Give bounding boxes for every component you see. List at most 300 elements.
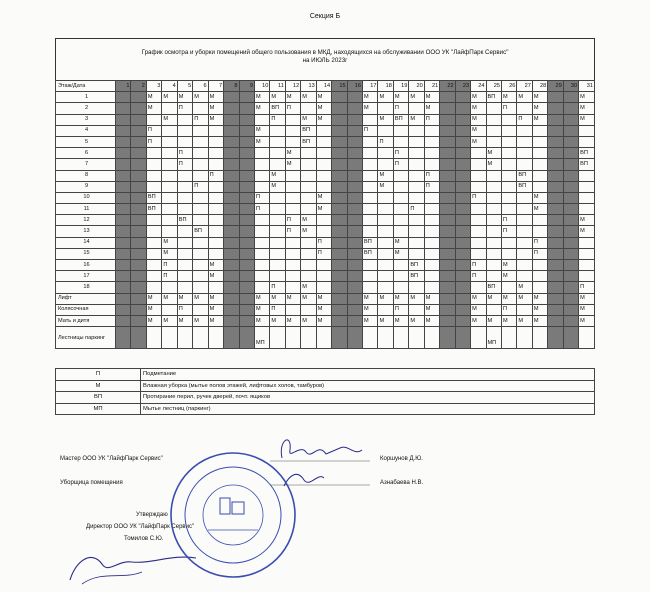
schedule-cell: [239, 114, 254, 125]
schedule-cell: [363, 271, 378, 282]
schedule-cell: [486, 237, 501, 248]
day-header: 16: [347, 81, 362, 92]
schedule-cell: [440, 327, 455, 349]
schedule-cell: М: [501, 271, 516, 282]
day-header: 30: [563, 81, 578, 92]
schedule-cell: [254, 226, 269, 237]
schedule-cell: М: [579, 92, 595, 103]
schedule-cell: [239, 192, 254, 203]
schedule-cell: [378, 248, 393, 259]
schedule-cell: [193, 192, 208, 203]
schedule-cell: [177, 114, 192, 125]
schedule-cell: М: [424, 103, 439, 114]
schedule-cell: [378, 226, 393, 237]
row-label: 18: [56, 282, 116, 293]
schedule-cell: [486, 226, 501, 237]
director-name: Томилов С.Ю.: [124, 536, 164, 542]
schedule-cell: [486, 215, 501, 226]
schedule-cell: [347, 136, 362, 147]
table-row: [56, 181, 595, 192]
schedule-cell: [116, 282, 131, 293]
schedule-cell: [301, 148, 316, 159]
schedule-cell: М: [162, 248, 177, 259]
schedule-cell: [393, 136, 408, 147]
schedule-cell: [517, 260, 532, 271]
schedule-cell: [177, 271, 192, 282]
schedule-cell: [162, 181, 177, 192]
schedule-cell: [332, 125, 347, 136]
day-header: 28: [532, 81, 547, 92]
table-row: [56, 136, 595, 147]
schedule-cell: [532, 125, 547, 136]
schedule-cell: М: [193, 92, 208, 103]
schedule-cell: [116, 327, 131, 349]
schedule-cell: [471, 248, 486, 259]
schedule-cell: [332, 103, 347, 114]
legend-row: [56, 369, 595, 381]
schedule-cell: [146, 215, 161, 226]
day-header: 31: [579, 81, 595, 92]
schedule-cell: М: [378, 181, 393, 192]
schedule-cell: П: [424, 181, 439, 192]
schedule-cell: [455, 271, 470, 282]
schedule-cell: [301, 248, 316, 259]
schedule-cell: [363, 226, 378, 237]
schedule-cell: М: [579, 293, 595, 304]
schedule-cell: [455, 170, 470, 181]
schedule-cell: [471, 204, 486, 215]
schedule-cell: М: [424, 304, 439, 315]
schedule-cell: [131, 170, 146, 181]
schedule-cell: [548, 92, 563, 103]
schedule-cell: [548, 170, 563, 181]
schedule-cell: [146, 271, 161, 282]
schedule-cell: П: [471, 192, 486, 203]
legend-description: Подметание: [141, 369, 595, 381]
schedule-cell: [332, 170, 347, 181]
schedule-cell: [116, 260, 131, 271]
schedule-cell: [455, 159, 470, 170]
schedule-cell: [208, 181, 223, 192]
schedule-cell: [177, 192, 192, 203]
schedule-cell: [285, 204, 300, 215]
schedule-cell: [501, 159, 516, 170]
schedule-cell: [224, 282, 239, 293]
schedule-cell: [579, 170, 595, 181]
schedule-cell: [301, 159, 316, 170]
schedule-cell: [270, 327, 285, 349]
schedule-cell: [177, 181, 192, 192]
schedule-cell: [332, 192, 347, 203]
schedule-cell: [162, 282, 177, 293]
schedule-cell: М: [254, 315, 269, 326]
schedule-cell: М: [162, 114, 177, 125]
schedule-cell: [224, 170, 239, 181]
schedule-cell: М: [270, 315, 285, 326]
schedule-cell: [332, 237, 347, 248]
row-label: Колясочная: [56, 304, 116, 315]
schedule-cell: [486, 260, 501, 271]
day-header: 29: [548, 81, 563, 92]
schedule-cell: [239, 327, 254, 349]
day-header: 5: [177, 81, 192, 92]
schedule-cell: [363, 215, 378, 226]
schedule-cell: [517, 327, 532, 349]
schedule-cell: [224, 136, 239, 147]
schedule-cell: [177, 204, 192, 215]
schedule-cell: [563, 260, 578, 271]
schedule-cell: М: [579, 315, 595, 326]
table-row: [56, 215, 595, 226]
schedule-cell: [316, 181, 331, 192]
schedule-cell: [347, 181, 362, 192]
schedule-cell: М: [409, 293, 424, 304]
schedule-cell: ВП: [301, 125, 316, 136]
table-row: [56, 271, 595, 282]
schedule-cell: [254, 114, 269, 125]
schedule-cell: [208, 159, 223, 170]
row-label: 17: [56, 271, 116, 282]
schedule-cell: [177, 170, 192, 181]
schedule-cell: [347, 92, 362, 103]
schedule-cell: [239, 293, 254, 304]
schedule-cell: [579, 271, 595, 282]
schedule-cell: [486, 304, 501, 315]
table-row: [56, 282, 595, 293]
schedule-cell: [393, 271, 408, 282]
schedule-cell: [301, 260, 316, 271]
schedule-cell: [301, 327, 316, 349]
schedule-cell: [471, 159, 486, 170]
schedule-cell: [378, 237, 393, 248]
schedule-cell: [301, 192, 316, 203]
schedule-cell: [131, 114, 146, 125]
schedule-cell: [563, 215, 578, 226]
schedule-cell: [378, 125, 393, 136]
schedule-cell: [347, 114, 362, 125]
schedule-cell: [532, 327, 547, 349]
schedule-cell: [316, 170, 331, 181]
schedule-cell: [239, 170, 254, 181]
schedule-cell: [239, 103, 254, 114]
schedule-cell: П: [393, 159, 408, 170]
schedule-cell: [378, 204, 393, 215]
schedule-cell: [440, 92, 455, 103]
schedule-cell: [393, 204, 408, 215]
schedule-cell: ВП: [579, 148, 595, 159]
schedule-cell: [501, 248, 516, 259]
table-row: [56, 159, 595, 170]
schedule-cell: [532, 260, 547, 271]
schedule-cell: [471, 170, 486, 181]
schedule-cell: [486, 271, 501, 282]
schedule-cell: [532, 136, 547, 147]
schedule-cell: М: [301, 293, 316, 304]
row-label: 13: [56, 226, 116, 237]
row-label: 14: [56, 237, 116, 248]
schedule-cell: [563, 92, 578, 103]
schedule-cell: ВП: [517, 181, 532, 192]
schedule-cell: [332, 271, 347, 282]
schedule-cell: [332, 215, 347, 226]
schedule-cell: ВП: [409, 260, 424, 271]
schedule-cell: [316, 148, 331, 159]
schedule-cell: М: [501, 293, 516, 304]
schedule-cell: М: [378, 293, 393, 304]
schedule-cell: [332, 136, 347, 147]
schedule-cell: [440, 125, 455, 136]
schedule-cell: [455, 192, 470, 203]
table-row: [56, 260, 595, 271]
schedule-cell: [162, 103, 177, 114]
legend-description: Мытье лестниц (паркинг): [141, 403, 595, 415]
row-label: Лифт: [56, 293, 116, 304]
schedule-cell: [517, 271, 532, 282]
schedule-cell: [208, 192, 223, 203]
schedule-cell: [146, 226, 161, 237]
schedule-cell: [501, 282, 516, 293]
schedule-cell: [224, 159, 239, 170]
schedule-cell: [440, 159, 455, 170]
schedule-cell: [224, 148, 239, 159]
schedule-cell: М: [301, 282, 316, 293]
schedule-cell: [471, 282, 486, 293]
day-header: 8: [224, 81, 239, 92]
schedule-cell: [285, 125, 300, 136]
schedule-cell: [285, 248, 300, 259]
schedule-cell: [146, 148, 161, 159]
schedule-cell: [131, 181, 146, 192]
schedule-cell: М: [486, 159, 501, 170]
schedule-cell: [332, 204, 347, 215]
schedule-cell: П: [177, 159, 192, 170]
schedule-cell: [254, 170, 269, 181]
day-header: 19: [393, 81, 408, 92]
schedule-cell: [563, 114, 578, 125]
schedule-cell: [332, 148, 347, 159]
schedule-cell: ВП: [409, 271, 424, 282]
schedule-cell: [131, 248, 146, 259]
schedule-cell: М: [424, 293, 439, 304]
schedule-cell: [193, 125, 208, 136]
schedule-cell: П: [254, 204, 269, 215]
schedule-cell: [208, 148, 223, 159]
schedule-cell: [424, 159, 439, 170]
schedule-cell: [548, 248, 563, 259]
schedule-cell: М: [517, 293, 532, 304]
schedule-cell: [393, 192, 408, 203]
schedule-cell: М: [471, 304, 486, 315]
schedule-cell: М: [208, 293, 223, 304]
schedule-cell: [393, 181, 408, 192]
row-label: 2: [56, 103, 116, 114]
schedule-cell: [455, 92, 470, 103]
schedule-cell: [424, 215, 439, 226]
schedule-cell: П: [532, 248, 547, 259]
schedule-cell: [224, 248, 239, 259]
schedule-cell: [131, 304, 146, 315]
schedule-cell: [208, 136, 223, 147]
schedule-cell: ВП: [363, 237, 378, 248]
schedule-cell: [378, 304, 393, 315]
schedule-cell: ВП: [301, 136, 316, 147]
schedule-cell: [424, 226, 439, 237]
schedule-cell: [563, 181, 578, 192]
schedule-cell: [301, 170, 316, 181]
schedule-cell: П: [424, 170, 439, 181]
schedule-cell: [424, 125, 439, 136]
schedule-cell: [532, 282, 547, 293]
section-heading: Секция Б: [309, 13, 341, 20]
schedule-cell: М: [177, 315, 192, 326]
schedule-cell: [177, 282, 192, 293]
schedule-cell: [440, 260, 455, 271]
schedule-cell: [548, 226, 563, 237]
schedule-cell: [409, 226, 424, 237]
schedule-cell: [285, 327, 300, 349]
schedule-cell: [224, 315, 239, 326]
schedule-cell: [208, 125, 223, 136]
schedule-cell: [146, 181, 161, 192]
schedule-cell: [455, 136, 470, 147]
schedule-cell: [455, 148, 470, 159]
schedule-cell: П: [409, 204, 424, 215]
schedule-cell: [131, 103, 146, 114]
schedule-cell: [208, 204, 223, 215]
schedule-cell: [548, 304, 563, 315]
schedule-cell: [116, 304, 131, 315]
schedule-cell: [285, 271, 300, 282]
schedule-cell: М: [285, 148, 300, 159]
schedule-cell: [471, 327, 486, 349]
schedule-cell: М: [532, 304, 547, 315]
schedule-cell: М: [146, 92, 161, 103]
schedule-cell: [254, 159, 269, 170]
schedule-cell: [270, 159, 285, 170]
schedule-cell: М: [254, 103, 269, 114]
schedule-cell: [239, 92, 254, 103]
schedule-cell: [116, 136, 131, 147]
row-label: Лестницы паркинг: [56, 327, 116, 349]
legend-code: МП: [56, 403, 141, 415]
schedule-cell: М: [393, 315, 408, 326]
schedule-cell: [563, 304, 578, 315]
schedule-cell: М: [254, 293, 269, 304]
schedule-cell: [239, 315, 254, 326]
schedule-cell: [332, 248, 347, 259]
schedule-cell: [332, 114, 347, 125]
schedule-cell: [517, 136, 532, 147]
schedule-cell: М: [162, 92, 177, 103]
schedule-cell: [532, 215, 547, 226]
schedule-cell: [409, 159, 424, 170]
director-role: Директор ООО УК "ЛайфПарк Сервис": [86, 524, 195, 530]
schedule-cell: М: [146, 293, 161, 304]
schedule-cell: [579, 136, 595, 147]
table-row: [56, 114, 595, 125]
schedule-cell: [116, 103, 131, 114]
day-header: 22: [440, 81, 455, 92]
schedule-cell: М: [409, 114, 424, 125]
schedule-cell: [455, 260, 470, 271]
schedule-cell: [193, 136, 208, 147]
schedule-cell: [486, 136, 501, 147]
schedule-cell: ВП: [486, 282, 501, 293]
row-label: 8: [56, 170, 116, 181]
schedule-cell: П: [285, 103, 300, 114]
schedule-cell: [347, 159, 362, 170]
schedule-cell: [193, 237, 208, 248]
schedule-cell: П: [517, 114, 532, 125]
schedule-cell: [316, 226, 331, 237]
schedule-cell: [517, 125, 532, 136]
schedule-cell: [440, 315, 455, 326]
schedule-cell: ВП: [177, 215, 192, 226]
schedule-cell: [347, 170, 362, 181]
row-label: 3: [56, 114, 116, 125]
schedule-cell: [208, 215, 223, 226]
schedule-cell: [378, 148, 393, 159]
schedule-cell: [116, 315, 131, 326]
legend-row: [56, 392, 595, 404]
table-row: [56, 125, 595, 136]
schedule-cell: [440, 148, 455, 159]
schedule-cell: П: [501, 103, 516, 114]
schedule-cell: [131, 204, 146, 215]
schedule-cell: [378, 327, 393, 349]
schedule-cell: М: [471, 136, 486, 147]
schedule-cell: [548, 125, 563, 136]
schedule-cell: [193, 148, 208, 159]
schedule-cell: [239, 237, 254, 248]
schedule-cell: [285, 181, 300, 192]
schedule-cell: [347, 125, 362, 136]
schedule-cell: М: [532, 315, 547, 326]
schedule-cell: [486, 114, 501, 125]
schedule-cell: ВП: [517, 170, 532, 181]
schedule-cell: [285, 192, 300, 203]
schedule-cell: [285, 136, 300, 147]
schedule-cell: [116, 92, 131, 103]
schedule-cell: М: [393, 92, 408, 103]
schedule-cell: [548, 293, 563, 304]
schedule-cell: М: [270, 293, 285, 304]
schedule-cell: [116, 159, 131, 170]
row-label: 5: [56, 136, 116, 147]
schedule-cell: [224, 260, 239, 271]
schedule-cell: [332, 327, 347, 349]
schedule-cell: [548, 159, 563, 170]
schedule-cell: [440, 192, 455, 203]
schedule-cell: [270, 136, 285, 147]
schedule-cell: [409, 215, 424, 226]
schedule-cell: М: [363, 92, 378, 103]
schedule-cell: [471, 226, 486, 237]
schedule-cell: М: [409, 315, 424, 326]
schedule-cell: М: [393, 237, 408, 248]
day-header: 21: [424, 81, 439, 92]
schedule-cell: [378, 192, 393, 203]
schedule-cell: [177, 237, 192, 248]
schedule-cell: [177, 125, 192, 136]
legend-row: [56, 380, 595, 392]
table-row: [56, 103, 595, 114]
table-row: [56, 192, 595, 203]
row-label: 10: [56, 192, 116, 203]
schedule-cell: [563, 103, 578, 114]
schedule-cell: [316, 159, 331, 170]
schedule-cell: М: [177, 293, 192, 304]
